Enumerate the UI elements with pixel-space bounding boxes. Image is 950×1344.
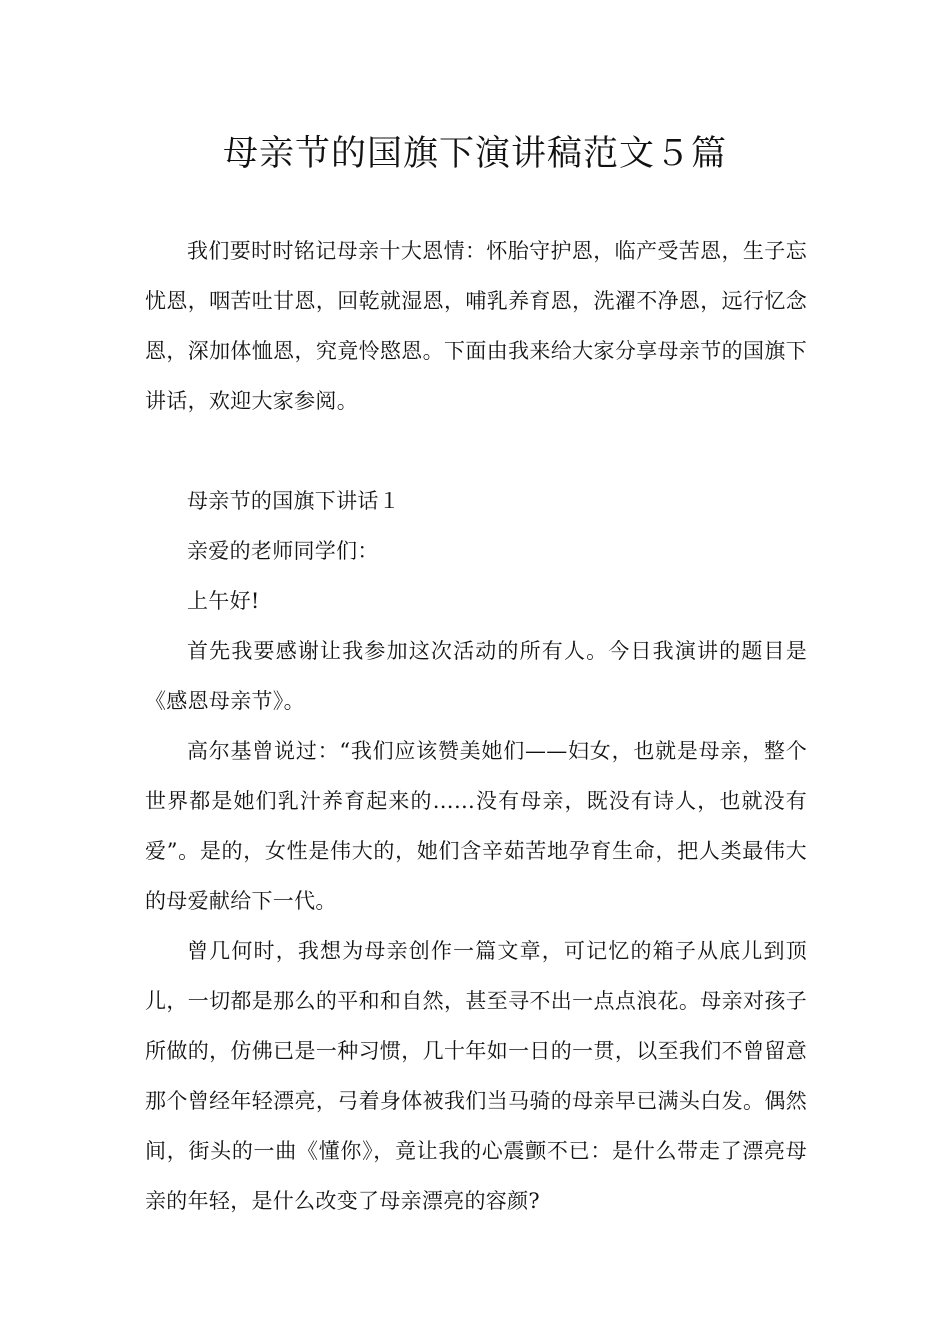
body-paragraph: 首先我要感谢让我参加这次活动的所有人。今日我演讲的题目是《感恩母亲节》。	[145, 639, 807, 713]
document-title: 母亲节的国旗下演讲稿范文５篇	[222, 134, 727, 174]
intro-paragraph: 我们要时时铭记母亲十大恩情：怀胎守护恩，临产受苦恩，生子忘忧恩，咽苦吐甘恩，回乾就湿恩，哺乳养育恩，洗濯不净恩，远行忆念恩，深加体恤恩，究竟怜愍恩。下面由我来给大家分享母亲节的国旗下讲话，欢迎大家参阅。	[145, 239, 807, 413]
body-paragraph: 高尔基曾说过：“我们应该赞美她们——妇女，也就是母亲，整个世界都是她们乳汁养育起来的……没有母亲，既没有诗人，也就没有爱”。是的，女性是伟大的，她们含辛茹苦地孕育生命，把人类最伟大的母爱献给下一代。	[145, 739, 807, 913]
intro-block	[145, 226, 807, 426]
greeting: 上午好!	[187, 589, 260, 613]
body-paragraph: 曾几何时，我想为母亲创作一篇文章，可记忆的箱子从底儿到顶儿，一切都是那么的平和和自然，甚至寻不出一点点浪花。母亲对孩子所做的，仿佛已是一种习惯，几十年如一日的一贯，以至我们不曾留意那个曾经年轻漂亮，弓着身体被我们当马骑的母亲早已满头白发。偶然间，街头的一曲《懂你》，竟让我的心震颤不已：是什么带走了漂亮母亲的年轻，是什么改变了母亲漂亮的容颜?	[145, 939, 807, 1213]
speech-block	[145, 476, 807, 1226]
section-heading: 母亲节的国旗下讲话１	[187, 489, 400, 513]
salutation: 亲爱的老师同学们：	[187, 539, 379, 563]
